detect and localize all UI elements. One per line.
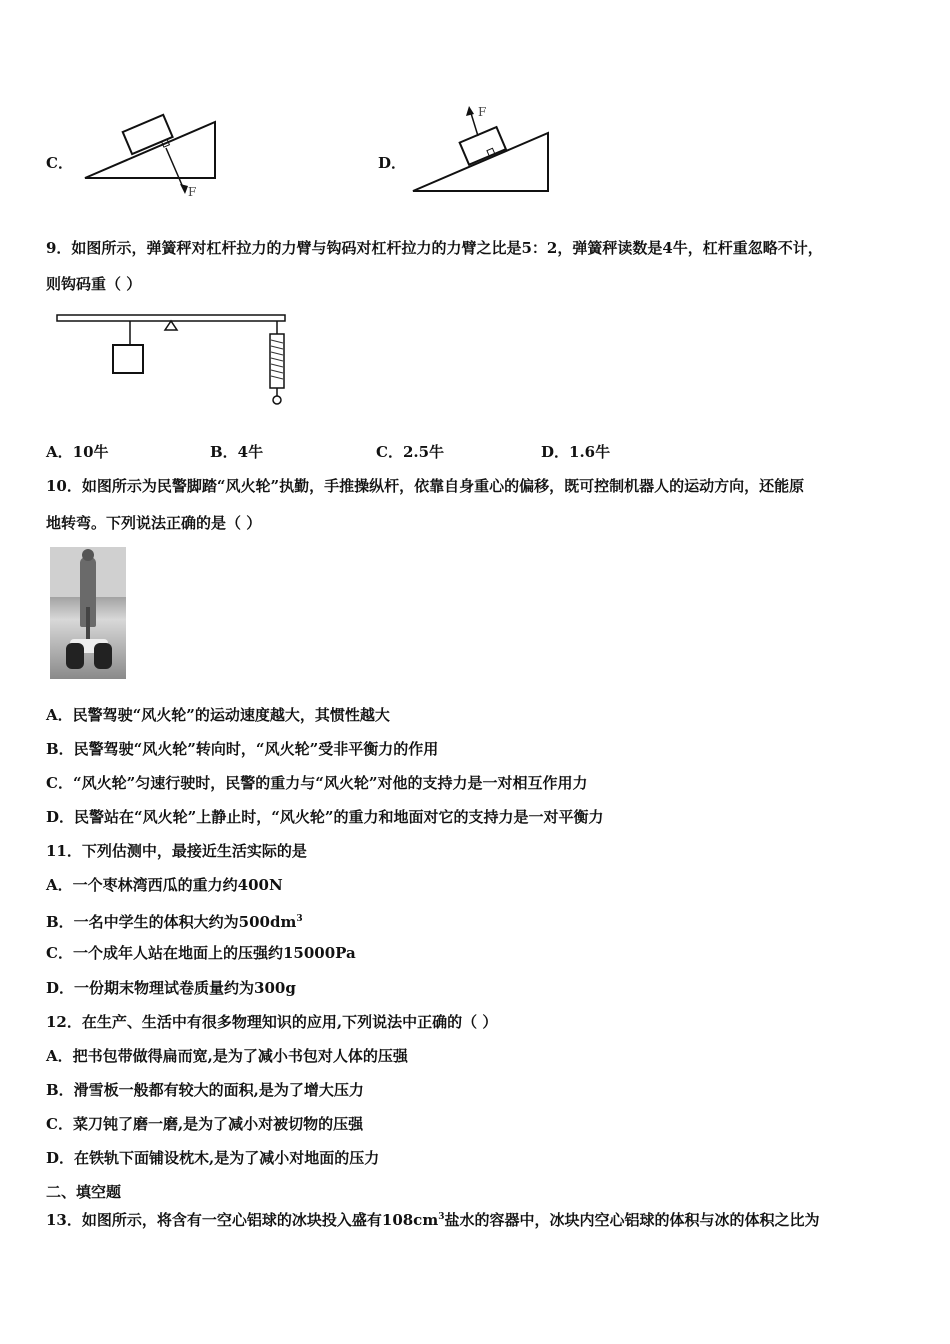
q8-option-d-diagram [408, 98, 553, 196]
q11-option-c: C．一个成年人站在地面上的压强约15000Pa [46, 944, 356, 962]
q12-option-c: C．菜刀钝了磨一磨,是为了减小对被切物的压强 [46, 1115, 364, 1133]
q12-stem: 12．在生产、生活中有很多物理知识的应用,下列说法中正确的（ ） [46, 1013, 498, 1031]
q10-police-photo [50, 547, 126, 679]
q10-stem-line2: 地转弯。下列说法正确的是（ ） [46, 514, 262, 532]
q10-stem-line1: 10．如图所示为民警脚踏“风火轮”执勤，手推操纵杆，依靠自身重心的偏移，既可控制机器人的运动方向，还能原 [46, 477, 805, 495]
q12-option-a: A．把书包带做得扁而宽,是为了减小书包对人体的压强 [46, 1047, 408, 1065]
q13-stem: 13．如图所示，将含有一空心铝球的冰块投入盛有$108cm^3$盐水的容器中，冰块内空心铝球的体积与冰的体积之比为 [46, 1211, 820, 1229]
q8-option-d-label: D． [378, 154, 407, 172]
q9-stem-line1: 9．如图所示，弹簧秤对杠杆拉力的力臂与钩码对杠杆拉力的力臂之比是5：2，弹簧秤读数是4牛，杠杆重忽略不计， [46, 239, 823, 257]
q8-option-c-label: C． [46, 154, 73, 172]
q8-c-force-label: F [188, 185, 197, 199]
q9-option-a: A．10牛 [46, 443, 109, 461]
q9-option-c: C．2.5牛 [376, 443, 445, 461]
q9-stem-line2: 则钩码重（ ） [46, 275, 142, 293]
q10-option-c: C．“风火轮”匀速行驶时，民警的重力与“风火轮”对他的支持力是一对相互作用力 [46, 774, 588, 792]
q10-option-b: B．民警驾驶“风火轮”转向时，“风火轮”受非平衡力的作用 [46, 740, 439, 758]
q11-option-b: B．一名中学生的体积大约为$500dm^3$ [46, 913, 303, 931]
q11-option-b-superscript: 3 [296, 914, 303, 924]
q10-option-a: A．民警驾驶“风火轮”的运动速度越大，其惯性越大 [46, 706, 390, 724]
q11-option-a: A．一个枣林湾西瓜的重力约400N [46, 876, 283, 894]
q10-option-d: D．民警站在“风火轮”上静止时，“风火轮”的重力和地面对它的支持力是一对平衡力 [46, 808, 604, 826]
q13-superscript: 3 [438, 1212, 445, 1222]
q11-option-d: D．一份期末物理试卷质量约为300g [46, 979, 296, 997]
section-title-fill-in: 二、填空题 [46, 1183, 122, 1201]
q8-d-force-label: F [478, 105, 487, 119]
q12-option-d: D．在铁轨下面铺设枕木,是为了减小对地面的压力 [46, 1149, 380, 1167]
q8-option-c-diagram [80, 110, 220, 200]
q12-option-b: B．滑雪板一般都有较大的面积,是为了增大压力 [46, 1081, 364, 1099]
q9-option-d: D．1.6牛 [541, 443, 611, 461]
q9-lever-diagram [55, 310, 295, 410]
q11-stem: 11．下列估测中，最接近生活实际的是 [46, 842, 307, 860]
q9-option-b: B．4牛 [210, 443, 264, 461]
